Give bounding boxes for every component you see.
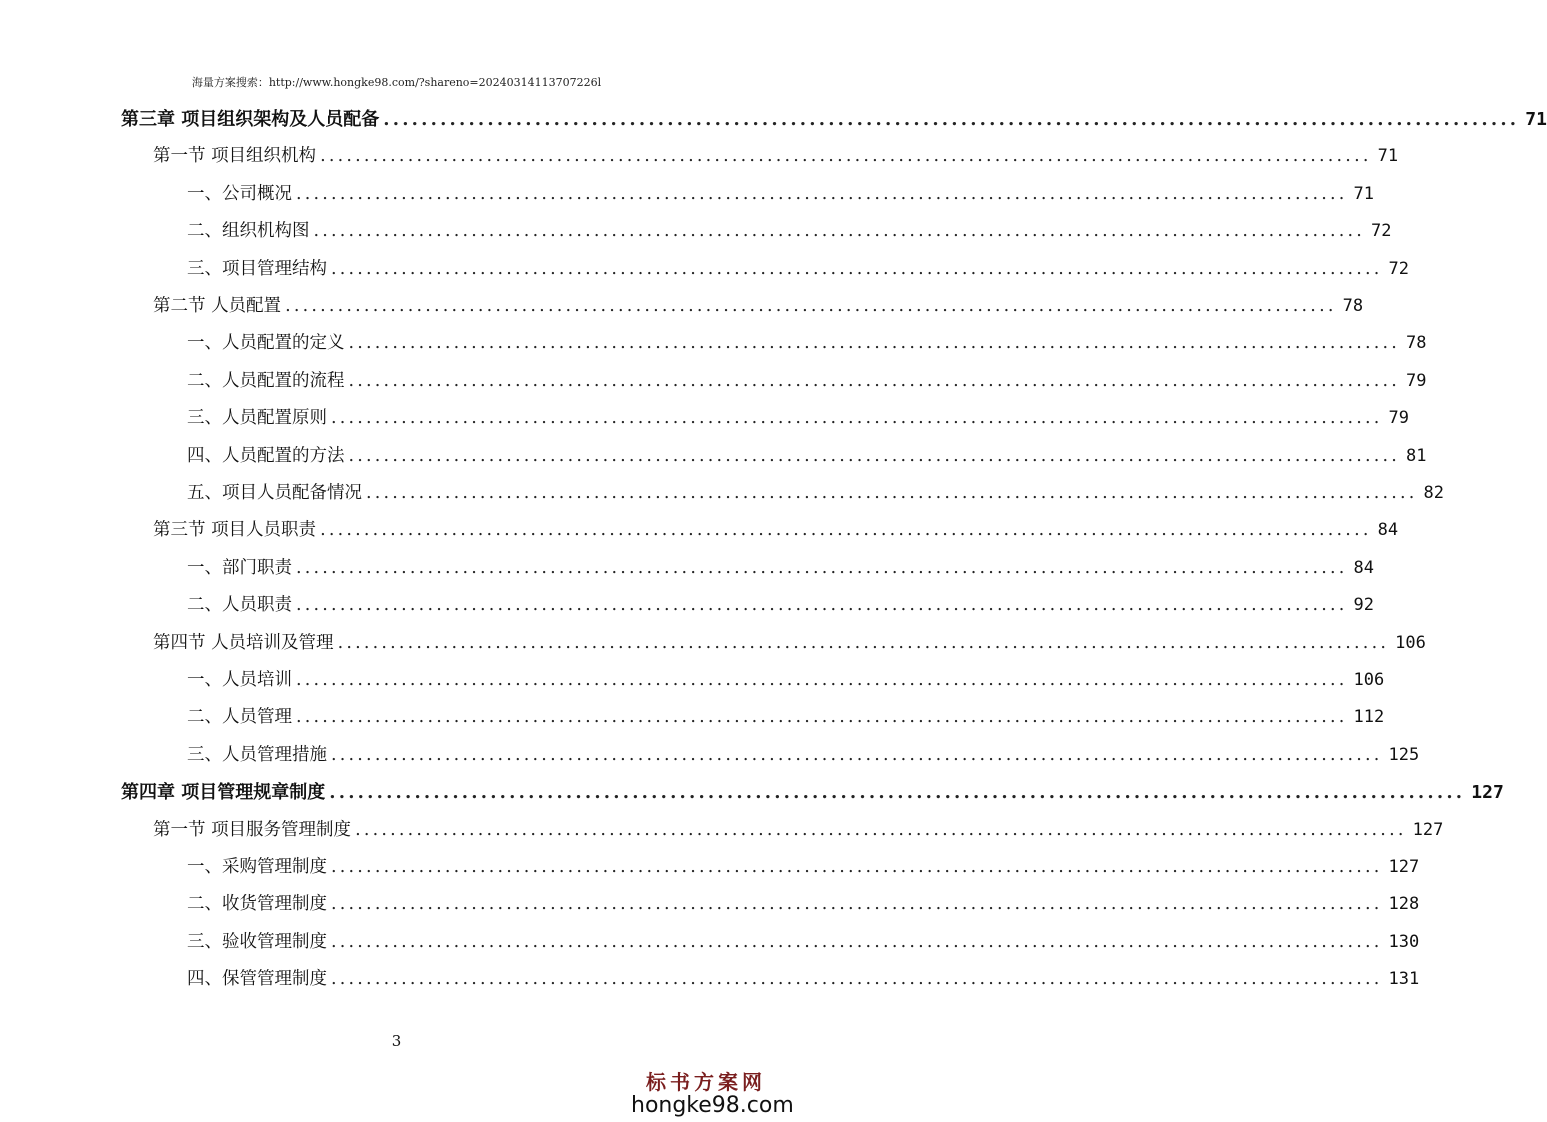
toc-dot-leader: ........................................................................................................................ [331,894,1383,915]
toc-dot-leader: ........................................................................................................................ [296,670,1348,690]
toc-entry[interactable] [153,516,1399,546]
toc-entry-page: 72 [1371,221,1392,242]
toc-dot-leader: ........................................................................................................................ [320,146,1372,167]
toc-entry[interactable] [187,217,1392,247]
toc-entry-title: 第一节 项目服务管理制度 [153,819,352,840]
toc-entry-page: 106 [1395,632,1426,653]
page-number: 3 [391,1032,402,1050]
toc-entry-page: 130 [1388,931,1420,952]
watermark-logo [631,1066,794,1118]
toc-entry-page: 79 [1388,408,1410,429]
toc-entry-page: 127 [1412,819,1444,840]
toc-entry-page: 81 [1406,445,1427,466]
toc-dot-leader: ........................................................................................................................ [331,408,1383,429]
toc-entry-title: 三、人员配置原则 [187,408,327,429]
toc-dot-leader: ........................................................................................................................ [383,109,1520,130]
toc-dot-leader: ........................................................................................................................ [348,370,1401,391]
toc-entry-title: 二、组织机构图 [187,221,310,242]
toc-entry-title: 一、人员配置的定义 [187,333,345,354]
toc-dot-leader: ........................................................................................................................ [331,258,1383,279]
toc-dot-leader: ........................................................................................................................ [329,782,1466,804]
toc-entry-page: 92 [1353,595,1375,616]
toc-entry-page: 84 [1353,557,1375,578]
toc-entry-title: 第三章 项目组织架构及人员配备 [121,109,380,130]
toc-entry-page: 106 [1353,670,1385,690]
toc-entry-page: 82 [1423,483,1445,503]
toc-entry-page: 71 [1377,146,1399,167]
toc-dot-leader: ........................................................................................................................ [331,744,1383,765]
toc-entry[interactable] [187,554,1375,584]
toc-entry[interactable] [153,142,1399,172]
toc-entry[interactable] [153,292,1364,322]
toc-entry[interactable] [187,442,1427,472]
toc-entry-title: 第三节 项目人员职责 [153,520,317,541]
toc-dot-leader: ........................................................................................................................ [337,632,1390,653]
toc-dot-leader: ........................................................................................................................ [285,296,1337,316]
toc-entry-page: 131 [1388,969,1420,990]
toc-dot-leader: ........................................................................................................................ [348,445,1401,466]
toc-entry-page: 71 [1353,183,1375,204]
toc-entry-title: 第四章 项目管理规章制度 [121,782,326,804]
toc-entry-title: 第一节 项目组织机构 [153,146,317,167]
toc-entry-title: 第四节 人员培训及管理 [153,632,334,653]
toc-dot-leader: ........................................................................................................................ [331,969,1383,990]
toc-entry-page: 71 [1525,109,1547,130]
toc-entry-page: 127 [1388,857,1420,877]
toc-dot-leader: ........................................................................................................................ [331,931,1383,952]
watermark-en: hongke98.com [631,1093,794,1118]
toc-entry[interactable] [187,703,1385,733]
toc-entry[interactable] [187,853,1420,883]
toc-dot-leader: ........................................................................................................................ [296,183,1348,204]
toc-entry-title: 一、部门职责 [187,557,292,578]
toc-dot-leader: ........................................................................................................................ [296,707,1348,728]
toc-entry-title: 一、公司概况 [187,183,292,204]
toc-dot-leader: ........................................................................................................................ [296,557,1348,578]
toc-entry-title: 二、收货管理制度 [187,894,327,915]
toc-entry-title: 第二节 人员配置 [153,296,282,316]
toc-entry-page: 78 [1406,333,1427,354]
toc-entry-title: 二、人员管理 [187,707,292,728]
toc-entry[interactable] [187,255,1410,285]
toc-entry-page: 79 [1406,370,1427,391]
toc-entry[interactable] [187,965,1420,995]
toc-entry[interactable] [187,367,1427,397]
page-header-url: 海量方案搜索：http://www.hongke98.com/?shareno=20240314113707226l [191,76,602,89]
toc-entry[interactable] [121,105,1547,135]
toc-entry[interactable] [187,741,1420,771]
toc-dot-leader: ........................................................................................................................ [348,333,1401,354]
toc-entry-page: 125 [1388,744,1420,765]
toc-entry-page: 84 [1377,520,1399,541]
toc-entry-title: 四、保管管理制度 [187,969,327,990]
toc-entry-title: 三、项目管理结构 [187,258,327,279]
toc-dot-leader: ........................................................................................................................ [331,857,1383,877]
toc-entry[interactable] [121,778,1504,808]
toc-dot-leader: ........................................................................................................................ [366,483,1418,503]
toc-entry-title: 四、人员配置的方法 [187,445,345,466]
toc-entry[interactable] [187,479,1445,509]
toc-entry[interactable] [187,329,1427,359]
toc-entry[interactable] [153,629,1426,659]
toc-dot-leader: ........................................................................................................................ [320,520,1372,541]
toc-entry-title: 二、人员职责 [187,595,292,616]
toc-entry-page: 78 [1342,296,1364,316]
toc-entry[interactable] [187,890,1420,920]
toc-entry-page: 72 [1388,258,1410,279]
toc-entry-page: 127 [1471,782,1504,804]
toc-entry-page: 128 [1388,894,1420,915]
toc-dot-leader: ........................................................................................................................ [296,595,1348,616]
watermark-cn: 标书方案网 [646,1070,766,1094]
toc-entry-title: 三、人员管理措施 [187,744,327,765]
toc-entry-title: 五、项目人员配备情况 [187,483,362,503]
toc-entry[interactable] [153,816,1444,846]
toc-dot-leader: ........................................................................................................................ [313,221,1366,242]
toc-entry-title: 一、人员培训 [187,670,292,690]
toc-entry-title: 三、验收管理制度 [187,931,327,952]
toc-entry[interactable] [187,180,1375,210]
toc-entry-title: 二、人员配置的流程 [187,370,345,391]
toc-entry[interactable] [187,666,1385,696]
toc-entry-title: 一、采购管理制度 [187,857,327,877]
toc-entry[interactable] [187,404,1410,434]
toc-dot-leader: ........................................................................................................................ [355,819,1407,840]
toc-entry[interactable] [187,928,1420,958]
toc-entry-page: 112 [1353,707,1385,728]
toc-entry[interactable] [187,591,1375,621]
